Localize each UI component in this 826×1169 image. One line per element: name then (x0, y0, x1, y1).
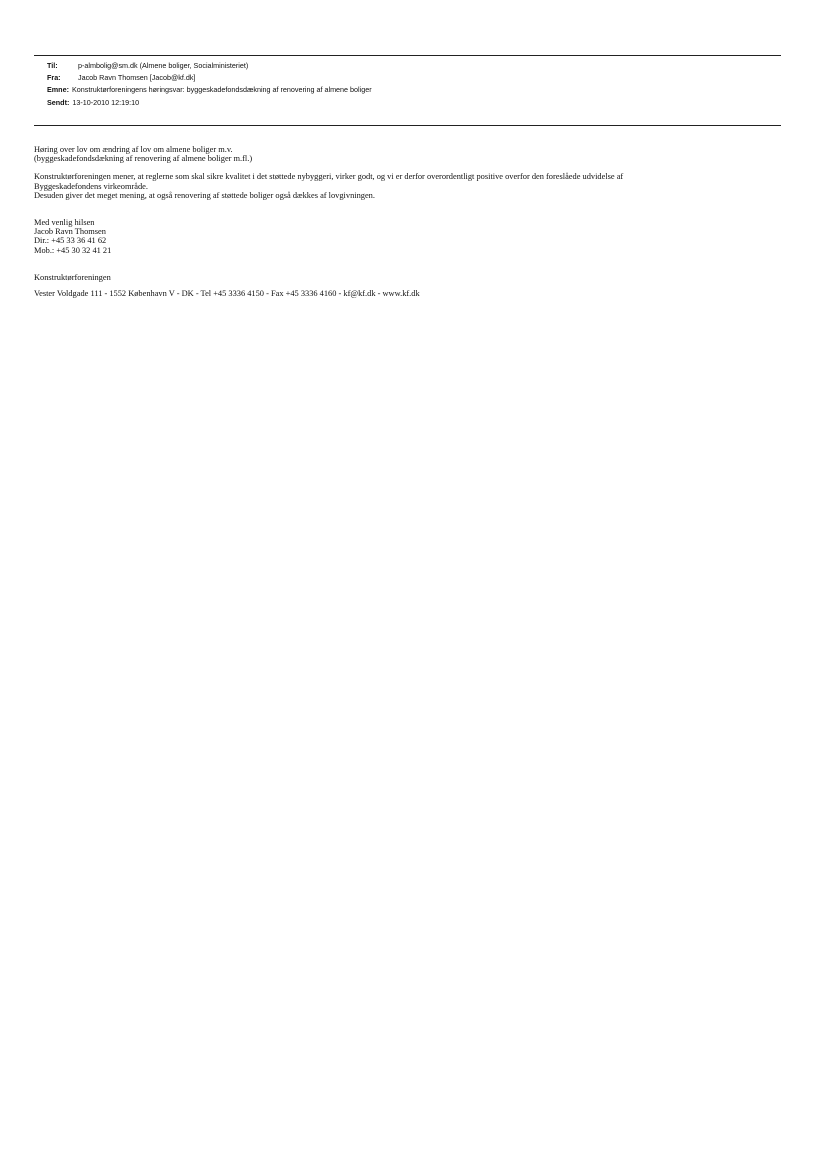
from-label: Fra: (47, 73, 61, 83)
header-from-row (47, 72, 767, 84)
header-sent-row (47, 97, 767, 109)
header-top-rule (34, 55, 781, 56)
intro-line-2: (byggeskadefondsdækning af renovering af almene boliger m.fl.) (34, 154, 253, 164)
header-to-row (47, 60, 767, 72)
sent-label: Sendt: (47, 97, 70, 107)
paragraph-line-3: Desuden giver det meget mening, at også renovering af støttede boliger også dækkes af lovgivningen. (34, 190, 375, 200)
signature-name: Jacob Ravn Thomsen (34, 227, 106, 237)
signature-mobile-phone: Mob.: +45 30 32 41 21 (34, 245, 112, 255)
email-body (34, 145, 784, 298)
subject-label: Emne: (47, 85, 69, 95)
to-value: p-almbolig@sm.dk (Almene boliger, Socialministeriet) (78, 61, 249, 70)
signature-direct-phone: Dir.: +45 33 36 41 62 (34, 236, 107, 246)
paragraph-line-1: Konstruktørforeningen mener, at reglerne som skal sikre kvalitet i det støttede nybyggeri, virker godt, og vi er derfor overordentligt positive overfor den foreslåede udvidelse af (34, 172, 624, 182)
header-subject-row (47, 84, 767, 96)
intro-line-1: Høring over lov om ændring af lov om almene boliger m.v. (34, 145, 233, 154)
signature-closing: Med venlig hilsen (34, 218, 95, 228)
sent-value: 13-10-2010 12:19:10 (72, 97, 140, 107)
header-bottom-rule (34, 125, 781, 126)
paragraph-line-2: Byggeskadefondens virkeområde. (34, 181, 148, 191)
footer-organization: Konstruktørforeningen (34, 272, 111, 282)
subject-value: Konstruktørforeningens høringsvar: byggeskadefondsdækning af renovering af almene boliger (71, 85, 372, 95)
footer-address: Vester Voldgade 111 - 1552 København V - DK - Tel +45 3336 4150 - Fax +45 3336 4160 - kf@kf.dk - www.kf.dk (34, 289, 420, 299)
from-value: Jacob Ravn Thomsen [Jacob@kf.dk] (78, 73, 196, 83)
to-label: Til: (47, 61, 58, 70)
email-header (47, 60, 767, 109)
